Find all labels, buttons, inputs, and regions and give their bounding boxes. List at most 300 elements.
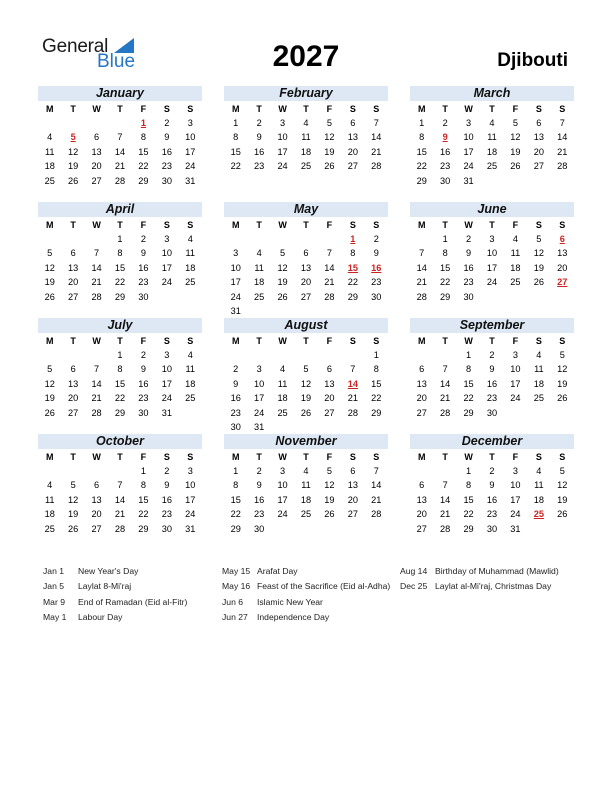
day-cell: 12 (44, 262, 55, 273)
day-cell: 12 (324, 132, 335, 143)
holiday-day-cell: 5 (70, 132, 76, 143)
day-cell: 10 (277, 132, 288, 143)
day-cell: 21 (440, 393, 451, 404)
day-cell: 7 (373, 118, 379, 128)
day-cell: 17 (277, 494, 288, 505)
day-cell: 16 (463, 262, 474, 273)
day-cell: 17 (486, 262, 498, 273)
empty-day-cell (38, 232, 61, 246)
day-cell: 24 (254, 407, 265, 418)
day-cell: 1 (466, 466, 472, 476)
day-cell: 5 (47, 364, 53, 375)
day-cell: 19 (533, 262, 544, 273)
day-cell: 20 (416, 393, 427, 404)
day-cell: 15 (230, 494, 241, 505)
month-title: February (224, 86, 388, 101)
day-cell: 12 (300, 378, 312, 389)
empty-day-cell (85, 232, 108, 246)
day-cell: 3 (187, 118, 193, 128)
day-cell: 23 (161, 161, 172, 172)
month-july (38, 318, 202, 420)
day-cell: 4 (47, 480, 53, 491)
day-cell: 24 (230, 291, 241, 302)
weekday-label: S (559, 104, 566, 114)
day-cell: 3 (512, 466, 518, 476)
day-cell: 8 (350, 248, 356, 259)
day-cell: 24 (161, 393, 172, 404)
holiday-name: Laylat 8-Mi'raj (78, 581, 132, 592)
day-cell: 26 (277, 291, 288, 302)
day-cell: 11 (510, 248, 521, 259)
day-cell: 5 (326, 466, 332, 476)
day-cell: 19 (557, 378, 568, 389)
day-cell: 19 (44, 393, 55, 404)
day-cell: 31 (463, 175, 474, 186)
holiday-column (400, 566, 559, 597)
day-cell: 18 (533, 378, 544, 389)
weekday-label: F (140, 104, 147, 114)
day-cell: 28 (371, 161, 382, 172)
day-cell: 28 (440, 523, 451, 534)
holiday-name: New Year's Day (78, 566, 139, 576)
day-cell: 22 (114, 277, 126, 288)
day-cell: 14 (91, 378, 102, 389)
day-cell: 8 (233, 132, 239, 143)
day-cell: 19 (44, 277, 55, 288)
holiday-name: Feast of the Sacrifice (Eid al-Adha) (257, 581, 391, 592)
day-cell: 1 (117, 234, 123, 244)
holiday-row (222, 581, 390, 596)
month-day-grid (224, 334, 388, 434)
day-cell: 26 (68, 523, 79, 534)
weekday-label: F (512, 336, 519, 346)
weekday-label: S (559, 336, 566, 346)
day-cell: 31 (161, 407, 172, 418)
weekday-label: W (278, 220, 287, 230)
day-cell: 27 (68, 407, 79, 418)
month-day-grid (410, 218, 574, 304)
weekday-label: S (163, 104, 170, 114)
day-cell: 5 (303, 364, 309, 375)
weekday-label: M (231, 104, 240, 114)
day-cell: 2 (489, 350, 495, 360)
day-cell: 10 (185, 480, 196, 491)
day-cell: 27 (533, 161, 544, 172)
day-cell: 25 (277, 407, 288, 418)
day-cell: 24 (510, 393, 521, 404)
day-cell: 15 (114, 378, 126, 389)
weekday-label: T (442, 452, 448, 462)
empty-day-cell (410, 348, 433, 362)
day-cell: 20 (68, 393, 79, 404)
day-cell: 14 (557, 132, 568, 143)
day-cell: 4 (536, 466, 542, 476)
month-march (410, 86, 574, 188)
weekday-label: F (140, 220, 147, 230)
day-cell: 14 (440, 494, 451, 505)
day-cell: 2 (164, 466, 170, 476)
day-cell: 20 (347, 494, 358, 505)
day-cell: 26 (510, 161, 521, 172)
weekday-label: T (117, 452, 123, 462)
day-cell: 23 (161, 509, 172, 520)
empty-day-cell (61, 116, 84, 130)
day-cell: 25 (486, 161, 498, 172)
day-cell: 18 (486, 146, 498, 157)
day-cell: 19 (557, 494, 568, 505)
month-day-grid (224, 218, 388, 318)
day-cell: 22 (440, 277, 451, 288)
day-cell: 25 (300, 161, 312, 172)
day-cell: 14 (371, 132, 382, 143)
holiday-day-cell: 1 (140, 118, 146, 128)
weekday-label: W (464, 220, 473, 230)
weekday-label: T (442, 104, 448, 114)
day-cell: 5 (512, 118, 518, 128)
day-cell: 9 (489, 480, 495, 491)
day-cell: 1 (466, 350, 472, 360)
day-cell: 16 (138, 378, 149, 389)
day-cell: 30 (371, 291, 382, 302)
day-cell: 8 (117, 364, 123, 375)
day-cell: 28 (91, 291, 102, 302)
day-cell: 13 (68, 378, 79, 389)
day-cell: 27 (91, 175, 102, 186)
day-cell: 11 (254, 262, 264, 273)
day-cell: 30 (254, 523, 265, 534)
day-cell: 1 (233, 466, 239, 476)
holiday-name: Independence Day (257, 611, 330, 622)
day-cell: 27 (416, 407, 427, 418)
day-cell: 27 (68, 291, 79, 302)
day-cell: 16 (138, 262, 149, 273)
weekday-label: T (303, 452, 309, 462)
day-cell: 24 (510, 509, 521, 520)
day-cell: 5 (559, 466, 565, 476)
month-day-grid (38, 102, 202, 188)
day-cell: 28 (114, 523, 126, 534)
weekday-label: S (187, 336, 194, 346)
day-cell: 22 (463, 509, 474, 520)
day-cell: 28 (371, 509, 382, 520)
day-cell: 28 (440, 407, 451, 418)
day-cell: 17 (230, 277, 241, 288)
holiday-name: Labour Day (78, 611, 123, 622)
weekday-label: T (256, 220, 262, 230)
day-cell: 10 (510, 364, 521, 375)
empty-day-cell (61, 464, 84, 478)
empty-day-cell (38, 348, 61, 362)
day-cell: 16 (440, 146, 451, 157)
weekday-label: S (535, 220, 542, 230)
weekday-label: S (349, 336, 356, 346)
day-cell: 14 (440, 378, 451, 389)
calendar-year: 2027 (272, 40, 340, 73)
holiday-column (222, 566, 390, 627)
day-cell: 30 (138, 291, 149, 302)
day-cell: 13 (347, 132, 358, 143)
weekday-label: F (512, 220, 519, 230)
day-cell: 17 (254, 393, 265, 404)
day-cell: 2 (256, 118, 262, 128)
day-cell: 31 (510, 523, 521, 534)
day-cell: 15 (416, 146, 427, 157)
day-cell: 31 (185, 175, 196, 186)
day-cell: 18 (44, 509, 55, 520)
day-cell: 24 (161, 277, 172, 288)
weekday-label: S (349, 220, 356, 230)
holiday-date: Jan 5 (43, 581, 65, 592)
empty-day-cell (341, 348, 364, 362)
day-cell: 3 (280, 118, 286, 128)
holiday-row (43, 597, 187, 612)
day-cell: 1 (140, 466, 146, 476)
day-cell: 13 (416, 494, 427, 505)
day-cell: 15 (138, 494, 149, 505)
day-cell: 3 (164, 234, 170, 244)
day-cell: 19 (324, 494, 335, 505)
weekday-label: T (117, 336, 123, 346)
day-cell: 30 (161, 523, 172, 534)
day-cell: 18 (533, 494, 544, 505)
day-cell: 8 (466, 480, 472, 491)
weekday-label: M (417, 336, 426, 346)
day-cell: 7 (94, 364, 100, 375)
day-cell: 8 (117, 248, 123, 259)
day-cell: 4 (256, 248, 262, 259)
holiday-day-cell: 25 (533, 509, 544, 520)
day-cell: 6 (326, 364, 332, 375)
day-cell: 14 (91, 262, 102, 273)
day-cell: 29 (138, 175, 149, 186)
day-cell: 17 (277, 146, 288, 157)
day-cell: 11 (301, 132, 311, 143)
weekday-label: M (417, 104, 426, 114)
day-cell: 3 (512, 350, 518, 360)
weekday-label: F (326, 220, 333, 230)
month-title: July (38, 318, 202, 333)
day-cell: 18 (185, 262, 196, 273)
day-cell: 18 (510, 262, 521, 273)
month-title: December (410, 434, 574, 449)
empty-day-cell (38, 464, 61, 478)
day-cell: 12 (44, 378, 55, 389)
day-cell: 20 (533, 146, 544, 157)
day-cell: 25 (185, 277, 196, 288)
day-cell: 3 (466, 118, 472, 128)
holiday-date: May 15 (222, 566, 251, 576)
weekday-label: S (535, 452, 542, 462)
holiday-date: May 16 (222, 581, 251, 592)
weekday-label: M (45, 104, 54, 114)
month-september (410, 318, 574, 420)
day-cell: 26 (324, 161, 335, 172)
holiday-date: Jun 27 (222, 611, 248, 622)
day-cell: 30 (486, 407, 498, 418)
day-cell: 3 (233, 248, 239, 259)
day-cell: 29 (138, 523, 149, 534)
day-cell: 26 (324, 509, 335, 520)
country-name: Djibouti (497, 50, 568, 71)
day-cell: 16 (254, 494, 265, 505)
day-cell: 29 (416, 175, 427, 186)
day-cell: 6 (94, 132, 100, 143)
day-cell: 17 (463, 146, 474, 157)
day-cell: 5 (559, 350, 565, 360)
month-title: April (38, 202, 202, 217)
day-cell: 24 (185, 509, 196, 520)
weekday-label: T (303, 104, 309, 114)
holiday-row (400, 581, 559, 596)
weekday-label: T (442, 336, 448, 346)
holiday-row (222, 566, 390, 581)
day-cell: 3 (187, 466, 193, 476)
empty-day-cell (410, 464, 433, 478)
weekday-label: T (70, 220, 76, 230)
day-cell: 23 (254, 509, 265, 520)
day-cell: 26 (44, 291, 55, 302)
day-cell: 2 (373, 234, 379, 244)
day-cell: 14 (114, 494, 126, 505)
day-cell: 10 (486, 248, 498, 259)
day-cell: 25 (510, 277, 521, 288)
month-day-grid (410, 450, 574, 536)
month-august (224, 318, 388, 434)
day-cell: 6 (70, 364, 76, 375)
day-cell: 12 (510, 132, 521, 143)
day-cell: 15 (440, 262, 451, 273)
month-title: March (410, 86, 574, 101)
day-cell: 8 (442, 248, 448, 259)
day-cell: 17 (510, 494, 521, 505)
day-cell: 7 (373, 466, 379, 476)
day-cell: 29 (463, 407, 474, 418)
day-cell: 9 (140, 364, 146, 375)
day-cell: 31 (230, 305, 241, 316)
day-cell: 25 (44, 175, 55, 186)
day-cell: 10 (161, 364, 172, 375)
day-cell: 12 (533, 248, 544, 259)
day-cell: 20 (68, 277, 79, 288)
weekday-label: S (373, 104, 380, 114)
day-cell: 13 (347, 480, 358, 491)
day-cell: 1 (442, 234, 448, 244)
day-cell: 24 (277, 509, 288, 520)
weekday-label: F (140, 336, 147, 346)
empty-day-cell (85, 116, 108, 130)
day-cell: 13 (324, 378, 335, 389)
day-cell: 27 (300, 291, 312, 302)
day-cell: 25 (185, 393, 196, 404)
day-cell: 17 (161, 378, 172, 389)
month-november (224, 434, 388, 536)
day-cell: 6 (419, 480, 425, 491)
day-cell: 6 (303, 248, 309, 259)
holiday-name: Arafat Day (257, 566, 298, 576)
weekday-label: S (187, 104, 194, 114)
weekday-label: W (278, 452, 287, 462)
day-cell: 13 (533, 132, 544, 143)
day-cell: 3 (256, 364, 262, 375)
day-cell: 7 (559, 118, 565, 128)
day-cell: 14 (371, 480, 382, 491)
day-cell: 21 (347, 393, 358, 404)
day-cell: 23 (138, 277, 149, 288)
day-cell: 18 (300, 494, 312, 505)
day-cell: 30 (440, 175, 451, 186)
day-cell: 30 (486, 523, 498, 534)
day-cell: 19 (510, 146, 521, 157)
day-cell: 16 (486, 378, 498, 389)
holiday-day-cell: 16 (371, 262, 382, 273)
month-april (38, 202, 202, 304)
day-cell: 9 (489, 364, 495, 375)
day-cell: 10 (185, 132, 196, 143)
day-cell: 6 (94, 480, 100, 491)
day-cell: 18 (277, 393, 288, 404)
day-cell: 20 (91, 509, 102, 520)
weekday-label: T (489, 104, 495, 114)
day-cell: 24 (463, 161, 474, 172)
day-cell: 4 (303, 118, 309, 128)
holiday-row (222, 612, 390, 627)
empty-day-cell (108, 464, 131, 478)
day-cell: 16 (230, 393, 241, 404)
empty-day-cell (85, 464, 108, 478)
empty-day-cell (224, 348, 247, 362)
weekday-label: S (349, 104, 356, 114)
weekday-label: F (326, 452, 333, 462)
month-title: October (38, 434, 202, 449)
day-cell: 4 (280, 364, 286, 375)
weekday-label: T (70, 104, 76, 114)
day-cell: 3 (280, 466, 286, 476)
day-cell: 17 (185, 494, 196, 505)
day-cell: 6 (350, 466, 356, 476)
day-cell: 28 (347, 407, 358, 418)
holiday-date: Jan 1 (43, 566, 65, 576)
empty-day-cell (247, 232, 270, 246)
day-cell: 28 (114, 175, 126, 186)
day-cell: 12 (557, 364, 568, 375)
day-cell: 11 (185, 248, 196, 259)
empty-day-cell (294, 348, 317, 362)
month-day-grid (224, 102, 388, 174)
day-cell: 20 (300, 277, 312, 288)
day-cell: 24 (277, 161, 288, 172)
day-cell: 2 (489, 466, 495, 476)
day-cell: 16 (254, 146, 265, 157)
day-cell: 4 (512, 234, 518, 244)
day-cell: 8 (466, 364, 472, 375)
day-cell: 7 (419, 248, 425, 259)
weekday-label: M (231, 452, 240, 462)
day-cell: 4 (47, 132, 53, 143)
weekday-label: S (559, 220, 566, 230)
weekday-label: S (163, 220, 170, 230)
holiday-date: May 1 (43, 611, 67, 622)
month-title: August (224, 318, 388, 333)
day-cell: 6 (70, 248, 76, 259)
weekday-label: S (349, 452, 356, 462)
day-cell: 10 (230, 262, 241, 273)
day-cell: 31 (185, 523, 196, 534)
day-cell: 26 (557, 509, 568, 520)
day-cell: 4 (489, 118, 495, 128)
day-cell: 9 (373, 248, 379, 259)
day-cell: 21 (371, 494, 382, 505)
day-cell: 9 (164, 480, 170, 491)
